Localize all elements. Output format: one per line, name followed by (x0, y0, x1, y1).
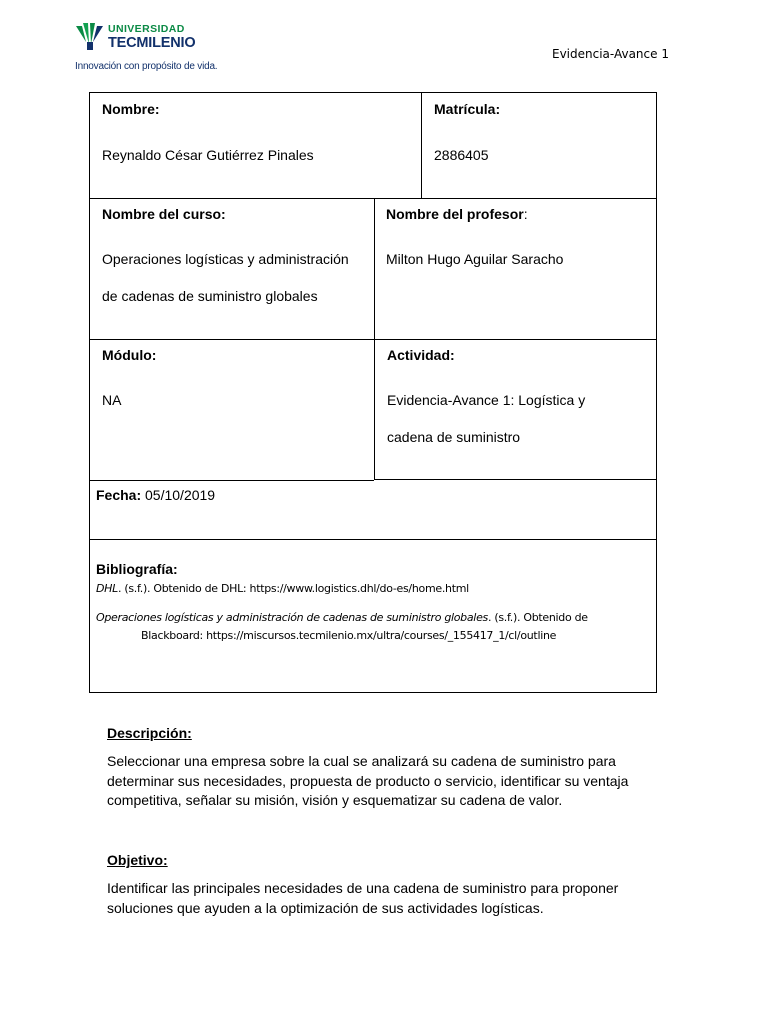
tecmilenio-leaf-icon (74, 20, 106, 52)
objetivo-title: Objetivo: (107, 852, 168, 868)
curso-label: Nombre del curso: (102, 206, 226, 222)
university-slogan: Innovación con propósito de vida. (75, 61, 218, 72)
modulo-label: Módulo: (102, 347, 157, 363)
row-divider (90, 339, 656, 340)
profesor-value: Milton Hugo Aguilar Saracho (386, 251, 564, 267)
curso-value-line2: de cadenas de suministro globales (102, 288, 318, 304)
bib1-title: DHL (96, 582, 118, 595)
university-name: TECMILENIO (108, 35, 196, 51)
fecha-row (96, 487, 215, 504)
bibliography-entry-2 (96, 611, 588, 624)
row-divider (90, 539, 656, 540)
info-table (89, 92, 657, 693)
curso-value-line1: Operaciones logísticas y administración (102, 251, 349, 267)
row-divider (90, 480, 374, 481)
profesor-colon: : (523, 206, 528, 222)
objetivo-text: Identificar las principales necesidades de una cadena de suministro para proponer soluciones que ayuden a la optimización de sus actividades logísticas. (107, 880, 619, 916)
bib1-rest: . (s.f.). Obtenido de DHL: https://www.logistics.dhl/do-es/home.html (117, 582, 469, 595)
bibliography-entry-2-line2: Blackboard: https://miscursos.tecmilenio.mx/ultra/courses/_155417_1/cl/outline (141, 629, 557, 642)
profesor-label-row (386, 206, 528, 223)
actividad-label: Actividad: (387, 347, 455, 363)
nombre-value: Reynaldo César Gutiérrez Pinales (102, 147, 314, 163)
bibliografia-label: Bibliografía: (96, 561, 178, 577)
actividad-value-line2: cadena de suministro (387, 429, 521, 445)
matricula-value: 2886405 (434, 147, 489, 163)
bibliography-entry-1 (96, 582, 469, 595)
row-divider (90, 198, 656, 199)
descripcion-title: Descripción: (107, 725, 192, 741)
matricula-label: Matrícula: (434, 101, 501, 117)
actividad-value-line1: Evidencia-Avance 1: Logística y (387, 392, 586, 408)
fecha-value: 05/10/2019 (141, 487, 216, 503)
university-small-label: UNIVERSIDAD (108, 23, 185, 35)
fecha-label: Fecha: (96, 487, 142, 503)
bib2-rest: . (s.f.). Obtenido de (487, 611, 588, 624)
descripcion-text: Seleccionar una empresa sobre la cual se analizará su cadena de suministro para determinar sus necesidades, propuesta de producto o servicio, identificar su ventaja competitiva, señalar su misión, visión y esquematizar su cadena de valor. (107, 753, 629, 808)
profesor-label: Nombre del profesor (386, 206, 524, 222)
document-label: Evidencia-Avance 1 (552, 47, 669, 61)
row-divider (374, 479, 656, 480)
column-divider (374, 198, 375, 480)
bib2-title: Operaciones logísticas y administración de cadenas de suministro globales (96, 611, 488, 624)
nombre-label: Nombre: (102, 101, 160, 117)
column-divider (421, 93, 422, 199)
university-logo (74, 18, 224, 76)
modulo-value: NA (102, 392, 122, 408)
